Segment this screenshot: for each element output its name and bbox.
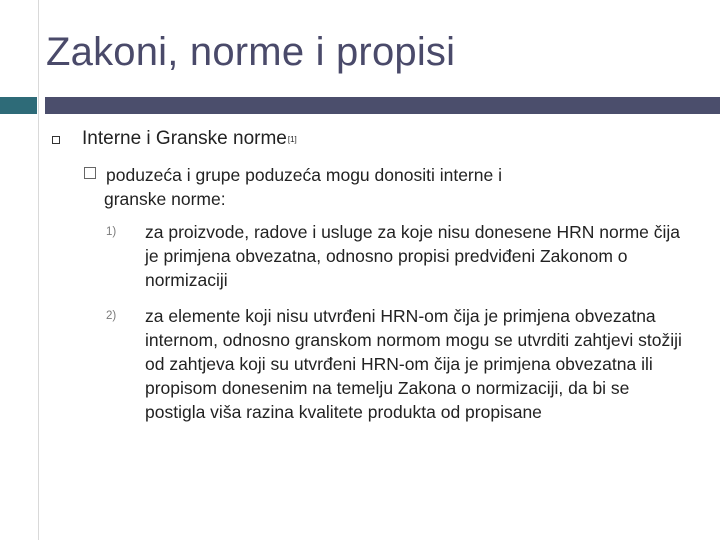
accent-bar-left xyxy=(0,97,37,114)
item-number-2: 2) xyxy=(106,310,117,322)
intro-line-2: granske norme: xyxy=(104,189,226,209)
bullet-heading xyxy=(82,127,297,151)
left-rule xyxy=(38,0,39,540)
footnote-ref: [1] xyxy=(287,135,297,144)
intro-line-1: poduzeća i grupe poduzeća mogu donositi interne i xyxy=(106,165,502,185)
slide-title: Zakoni, norme i propisi xyxy=(46,30,456,74)
list-item-1: za proizvode, radove i usluge za koje nisu donesene HRN norme čija je primjena obvezatna, odnosno propisi predviđeni Zakonom o normizaciji xyxy=(145,222,681,290)
square-bullet-icon xyxy=(52,136,60,144)
sub-bullet-icon xyxy=(84,167,96,179)
intro-text xyxy=(104,163,666,209)
accent-bar-right xyxy=(45,97,720,114)
list-item-2: za elemente koji nisu utvrđeni HRN-om čija je primjena obvezatna internom, odnosno granskom normom mogu se utvrditi zahtjevi stožiji od zahtjeva koji su utvrđeni HRN-om čija je primjena obvezatna ili propisom donesenim na temelju Zakona o normizaciji, da bi se postigla viša razina kvalitete produkta od propisane xyxy=(145,306,682,422)
heading-text: Interne i Granske norme xyxy=(82,128,287,149)
item-number-1: 1) xyxy=(106,226,117,238)
